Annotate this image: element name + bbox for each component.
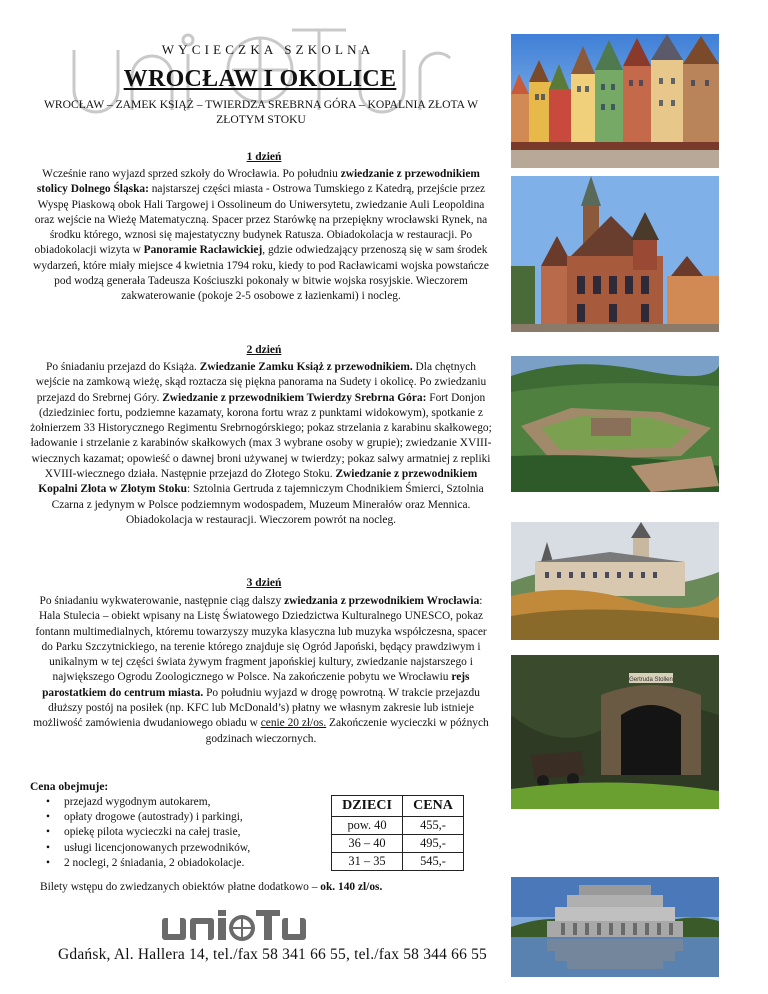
day-3-description: Po śniadaniu wykwaterowanie, następnie ciąg dalszy zwiedzania z przewodnikiem Wrocławia: Hala Stulecia – obiekt wpisany na Listę Światowego Dziedzictwa Kulturalnego UNESCO, pokaz fontann multimedialnych, któremu towarzyszy muzyka klasyczna lub muzyka współczesna, spacer do Parku Szczytnickiego, na terenie którego znajduje się Ogród Japoński, będący prawdziwym i unikalnym w tej części świata żywym fragment japońskiej kultury, zwiedzanie najstarszego i największego Ogrodu Zoologicznego w Polsce. Na zakończenie pobytu we Wrocławiu rejs parostatkiem do centrum miasta. Po południu wyjazd w drogę powrotną. W trakcie przejazdu dłuższy postój na posiłek (np. KFC lub McDonald’s) płatny we własnym zakresie lub istnieje możliwość zamówienia dwudaniowego obiadu w cenie 20 zł/os. Zakończenie wycieczki w późnych godzinach wieczornych. [33, 595, 489, 745]
table-cell: pow. 40 [332, 817, 403, 835]
list-item: • opiekę pilota wycieczki na całej trasie, [46, 825, 326, 840]
table-cell: 36 – 40 [332, 835, 403, 853]
day-2-heading: 2 dzień [246, 344, 282, 356]
day-3-heading: 3 dzień [246, 577, 282, 589]
price-includes-title: Cena obejmuje: [30, 781, 109, 793]
list-item: • 2 noclegi, 2 śniadania, 2 obiadokolacje. [46, 856, 326, 871]
mine-photo [511, 655, 719, 809]
table-cell: 545,- [403, 853, 464, 871]
footer-address: Gdańsk, Al. Hallera 14, tel./fax 58 341 66 55, tel./fax 58 344 66 55 [58, 946, 488, 963]
list-item: • przejazd wygodnym autokarem, [46, 795, 326, 810]
price-table [331, 795, 464, 871]
price-includes-list [46, 795, 326, 871]
town-hall-photo [511, 176, 719, 332]
table-cell: 31 – 35 [332, 853, 403, 871]
table-header-row [332, 796, 464, 817]
list-item: • opłaty drogowe (autostrady) i parkingi, [46, 810, 326, 825]
table-row [332, 817, 464, 835]
unitur-logo [160, 906, 316, 946]
table-cell: 455,- [403, 817, 464, 835]
day-1-description: Wcześnie rano wyjazd sprzed szkoły do Wrocławia. Po południu zwiedzanie z przewodnikiem stolicy Dolnego Śląska: najstarszej części miasta - Ostrowa Tumskiego z Katedrą, przejście przez Wyspę Piaskową obok Hali Targowej i Ossolineum do Uniwersytetu, zwiedzanie Auli Leopoldina oraz wejście na Wieżę Matematyczną. Spacer przez Starówkę na przepiękny wrocławski Rynek, na środku którego, wznosi się majestatyczny budynek Ratusza. Obiadokolacja w restauracji. Po obiadokolacji wizyta w Panoramie Racławickiej, gdzie odwiedzający przenoszą się w sam środek wydarzeń, które miały miejsce 4 kwietnia 1794 roku, kiedy to pod Racławicami wojska powstańcze pod wodzą generała Tadeusza Kościuszki pokonały w bitwie wojska rosyjskie. Wieczorem zakwaterowanie (pokoje 2-5 osobowe z łazienkami) i nocleg. [33, 168, 489, 303]
table-row [332, 853, 464, 871]
market-square-photo [511, 34, 719, 168]
list-item: • usługi licencjonowanych przewodników, [46, 841, 326, 856]
tickets-note: Bilety wstępu do zwiedzanych obiektów płatne dodatkowo – ok. 140 zl/os. [40, 881, 383, 893]
table-header-price: CENA [403, 796, 464, 817]
trip-kicker: WYCIECZKA SZKOLNA [161, 42, 375, 57]
fortress-photo [511, 356, 719, 492]
table-cell: 495,- [403, 835, 464, 853]
page-title: WROCŁAW I OKOLICE [123, 66, 397, 92]
castle-photo [511, 522, 719, 640]
centennial-hall-photo [511, 877, 719, 977]
day-2-description: Po śniadaniu przejazd do Książa. Zwiedzanie Zamku Książ z przewodnikiem. Dla chętnych wejście na zamkową wieżę, skąd roztacza się piękna panorama na Sudety i okolicę. Po zwiedzaniu przejazd do Srebrnej Góry. Zwiedzanie z przewodnikiem Twierdzy Srebrna Góra: Fort Donjon (dziedziniec fortu, podziemne kazamaty, korona fortu wraz z punktami widokowym), spotkanie z żołnierzem 33 Historycznego Regimentu Srebrnogórskiego; pokaz strzelania z karabinu skałkowego; ładowanie i strzelanie z karabinów skałkowych (max 3 wybrane osoby w grupie); zwiedzanie XVIII-wiecznych kazamat; opowieść o dawnej broni używanej w twierdzy; pokaz salwy armatniej z repliki XVIII-wiecznego działa. Następnie przejazd do Złotego Stoku. Zwiedzanie z przewodnikiem Kopalni Złota w Złotym Stoku: Sztolnia Gertruda z tajemniczym Chodnikiem Śmierci, Sztolnia Czarna z jedynym w Polsce podziemnym wodospadem, Muzeum Minerałów oraz Mennica. Obiadokolacja w restauracji. Wieczorem powrót na nocleg. [30, 361, 492, 526]
route-subtitle: WROCŁAW – ZAMEK KSIĄŻ – TWIERDZA SREBRNA GÓRA – KOPALNIA ZŁOTA W ZŁOTYM STOKU [43, 98, 479, 126]
table-header-children: DZIECI [332, 796, 403, 817]
table-row [332, 835, 464, 853]
day-1-heading: 1 dzień [246, 151, 282, 163]
mine-sign-text: Gertruda Stollen [629, 677, 673, 683]
